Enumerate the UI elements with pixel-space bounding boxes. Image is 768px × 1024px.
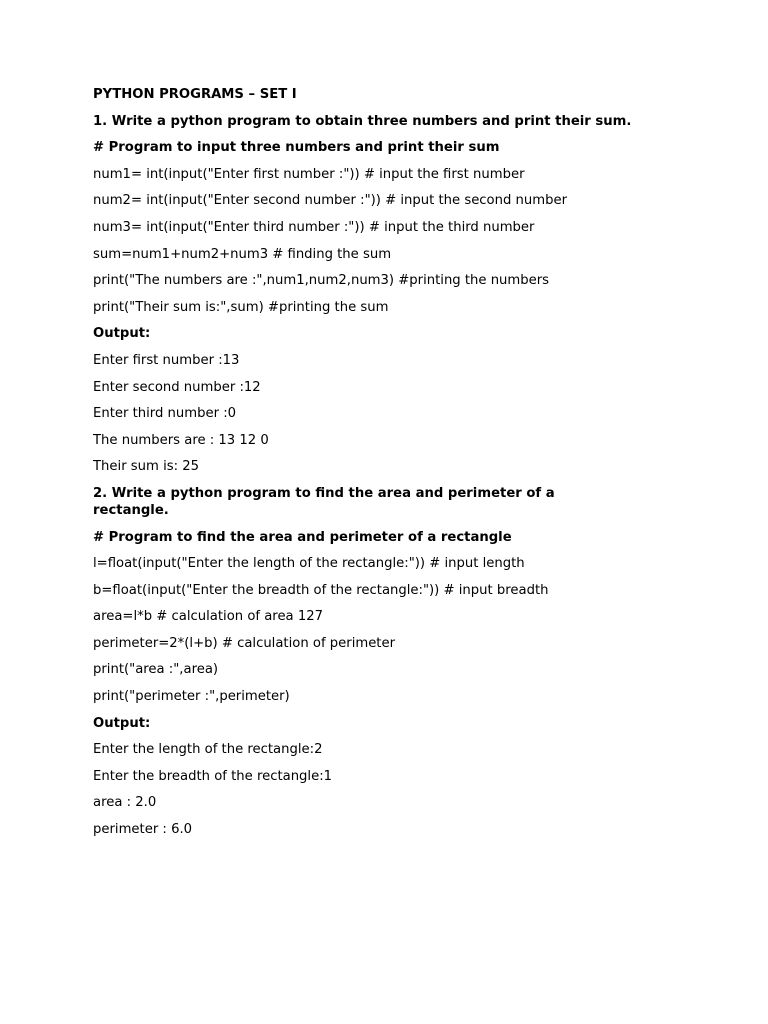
code-line: print("Their sum is:",sum) #printing the sum	[93, 299, 389, 315]
code-line: area=l*b # calculation of area 127	[93, 609, 323, 625]
document-page	[93, 86, 693, 838]
question-2-heading-line-1: 2. Write a python program to find the area and perimeter of a	[93, 485, 555, 501]
code-line: perimeter=2*(l+b) # calculation of perimeter	[93, 635, 396, 651]
code-line: print("The numbers are :",num1,num2,num3) #printing the numbers	[93, 273, 550, 289]
output-line: Enter first number :13	[93, 352, 240, 368]
code-line: l=float(input("Enter the length of the rectangle:")) # input length	[93, 556, 525, 572]
question-1-comment: # Program to input three numbers and print their sum	[93, 140, 500, 156]
code-line: num1= int(input("Enter first number :")) # input the first number	[93, 166, 525, 182]
output-label: Output:	[93, 326, 151, 342]
output-label: Output:	[93, 715, 151, 731]
output-line: Their sum is: 25	[93, 459, 200, 475]
output-line: perimeter : 6.0	[93, 822, 193, 838]
document-title: PYTHON PROGRAMS – SET I	[93, 87, 297, 102]
code-line: print("perimeter :",perimeter)	[93, 689, 290, 705]
output-line: The numbers are : 13 12 0	[93, 432, 269, 448]
code-line: b=float(input("Enter the breadth of the rectangle:")) # input breadth	[93, 582, 549, 598]
output-line: Enter the length of the rectangle:2	[93, 742, 323, 758]
question-2-heading-line-2: rectangle.	[93, 502, 169, 518]
code-line: num3= int(input("Enter third number :")) # input the third number	[93, 219, 535, 235]
output-line: Enter third number :0	[93, 406, 237, 422]
question-2-comment: # Program to find the area and perimeter of a rectangle	[93, 529, 512, 545]
output-line: Enter the breadth of the rectangle:1	[93, 768, 333, 784]
code-line: sum=num1+num2+num3 # finding the sum	[93, 246, 392, 262]
question-1-heading: 1. Write a python program to obtain three numbers and print their sum.	[93, 113, 632, 129]
code-line: print("area :",area)	[93, 662, 219, 678]
output-line: area : 2.0	[93, 795, 157, 811]
code-line: num2= int(input("Enter second number :")) # input the second number	[93, 193, 568, 209]
output-line: Enter second number :12	[93, 379, 261, 395]
